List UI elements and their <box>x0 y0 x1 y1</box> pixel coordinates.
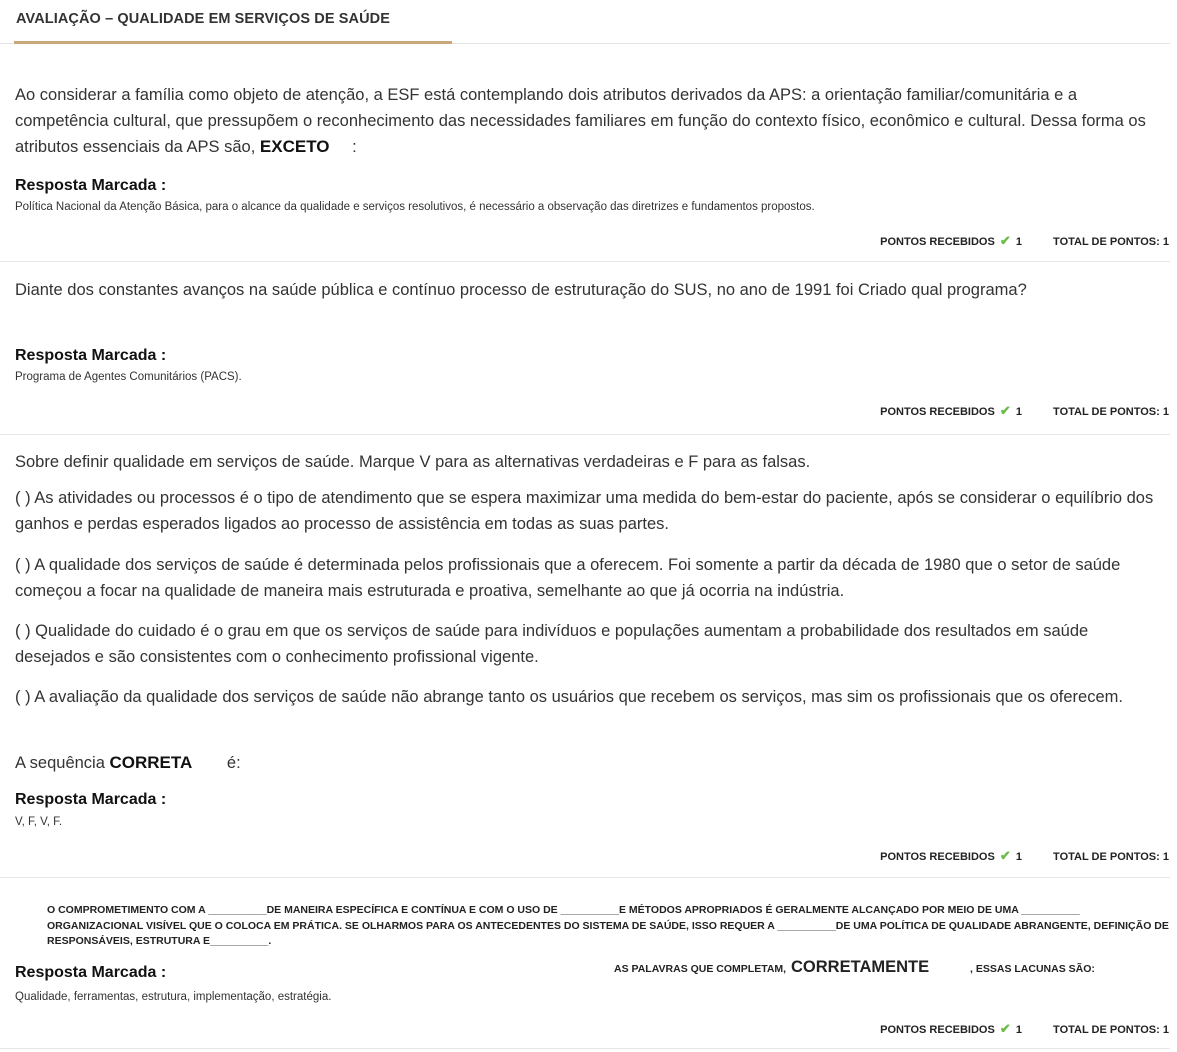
question-2-text: Diante dos constantes avanços na saúde pública e contínuo processo de estruturação do SUS, no ano de 1991 foi Criado qual programa? <box>15 281 1027 299</box>
points-received-label: PONTOS RECEBIDOS <box>880 406 995 418</box>
total-points-value: 1 <box>1162 236 1169 248</box>
question-4-suffix <box>614 958 1174 977</box>
total-points-value: 1 <box>1162 851 1169 863</box>
question-1-emphasis: EXCETO <box>259 137 330 156</box>
question-2-points <box>880 403 1169 419</box>
divider <box>0 1048 1170 1049</box>
question-1-answer: Política Nacional da Atenção Básica, para o alcance da qualidade e serviços resolutivos, é necessário a observação das diretrizes e fundamentos propostos. <box>15 201 815 213</box>
points-received-label: PONTOS RECEBIDOS <box>880 851 995 863</box>
question-2-answer-label: Resposta Marcada : <box>15 347 167 364</box>
question-4-suffix-tail: , ESSAS LACUNAS SÃO: <box>970 963 1095 975</box>
page-title: AVALIAÇÃO – QUALIDADE EM SERVIÇOS DE SAÚDE <box>16 11 390 27</box>
divider <box>0 261 1170 262</box>
check-icon: ✔ <box>999 848 1011 863</box>
points-received-value: 1 <box>1015 236 1022 248</box>
question-3-item-4: ( ) A avaliação da qualidade dos serviços de saúde não abrange tanto os usuários que recebem os serviços, mas sim os profissionais que os oferecem. <box>15 688 1123 706</box>
title-underline <box>14 41 452 44</box>
question-3-intro: Sobre definir qualidade em serviços de saúde. Marque V para as alternativas verdadeiras e F para as falsas. <box>15 453 811 471</box>
question-3-closing-suffix: é: <box>226 754 241 772</box>
question-4-answer: Qualidade, ferramentas, estrutura, implementação, estratégia. <box>15 991 332 1003</box>
question-4-points <box>880 1021 1169 1037</box>
points-received-label: PONTOS RECEBIDOS <box>880 1024 995 1036</box>
question-3-item-1: ( ) As atividades ou processos é o tipo de atendimento que se espera maximizar uma medida do bem-estar do paciente, após se considerar o equilíbrio dos ganhos e perdas esperados ligados ao processo de assistência em todas as suas partes. <box>15 489 1154 533</box>
question-1-answer-label: Resposta Marcada : <box>15 177 167 194</box>
question-4-text: O COMPROMETIMENTO COM A __________DE MANEIRA ESPECÍFICA E CONTÍNUA E COM O USO DE __________E MÉTODOS APROPRIADOS É GERALMENTE ALCANÇADO POR MEIO DE UMA __________ ORGANIZACIONAL VISÍVEL QUE O COLOCA EM PRÁTICA. SE OLHARMOS PARA OS ANTECEDENTES DO SISTEMA DE SAÚDE, ISSO REQUER A __________DE UMA POLÍTICA DE QUALIDADE ABRANGENTE, DEFINIÇÃO DE RESPONSÁVEIS, ESTRUTURA E__________. <box>47 904 1169 947</box>
question-3-closing <box>15 750 1165 776</box>
total-points-value: 1 <box>1162 406 1169 418</box>
question-2-answer: Programa de Agentes Comunitários (PACS). <box>15 371 242 383</box>
check-icon: ✔ <box>999 1021 1011 1036</box>
question-4-suffix-prefix: AS PALAVRAS QUE COMPLETAM, <box>614 963 787 975</box>
question-3-item-3: ( ) Qualidade do cuidado é o grau em que os serviços de saúde para indivíduos e populações aumentam a probabilidade dos resultados em saúde desejados e são consistentes com o conhecimento profissional vigente. <box>15 622 1089 666</box>
question-1-suffix: : <box>352 138 357 156</box>
points-received-value: 1 <box>1015 406 1022 418</box>
question-3-closing-emphasis: CORRETA <box>109 753 193 772</box>
question-3-item-2: ( ) A qualidade dos serviços de saúde é determinada pelos profissionais que a oferecem. Foi somente a partir da década de 1980 que o setor de saúde começou a focar na qualidade de maneira mais estruturada e proativa, semelhante ao que já ocorria na indústria. <box>15 556 1121 600</box>
question-3-answer: V, F, V, F. <box>15 816 63 828</box>
page-header <box>0 0 1170 44</box>
question-4-suffix-emphasis: CORRETAMENTE <box>791 958 930 976</box>
question-3-closing-prefix: A sequência <box>15 754 105 772</box>
question-1-body: Ao considerar a família como objeto de atenção, a ESF está contemplando dois atributos derivados da APS: a orientação familiar/comunitária e a competência cultural, que pressupõem o reconhecimento das necessidades familiares em função do contexto físico, econômico e cultural. Dessa forma os atributos essenciais da APS são, <box>15 86 1146 156</box>
question-4-answer-label: Resposta Marcada : <box>15 964 167 981</box>
divider <box>0 434 1170 435</box>
total-points-value: 1 <box>1162 1024 1169 1036</box>
divider <box>0 877 1170 878</box>
total-points-label: TOTAL DE PONTOS: <box>1053 406 1160 418</box>
points-received-value: 1 <box>1015 851 1022 863</box>
total-points-label: TOTAL DE PONTOS: <box>1053 236 1160 248</box>
points-received-label: PONTOS RECEBIDOS <box>880 236 995 248</box>
check-icon: ✔ <box>999 233 1011 248</box>
points-received-value: 1 <box>1015 1024 1022 1036</box>
total-points-label: TOTAL DE PONTOS: <box>1053 851 1160 863</box>
question-1-text <box>15 82 1165 160</box>
total-points-label: TOTAL DE PONTOS: <box>1053 1024 1160 1036</box>
check-icon: ✔ <box>999 403 1011 418</box>
question-3-points <box>880 848 1169 864</box>
question-3-answer-label: Resposta Marcada : <box>15 791 167 808</box>
question-1-points <box>880 233 1169 249</box>
